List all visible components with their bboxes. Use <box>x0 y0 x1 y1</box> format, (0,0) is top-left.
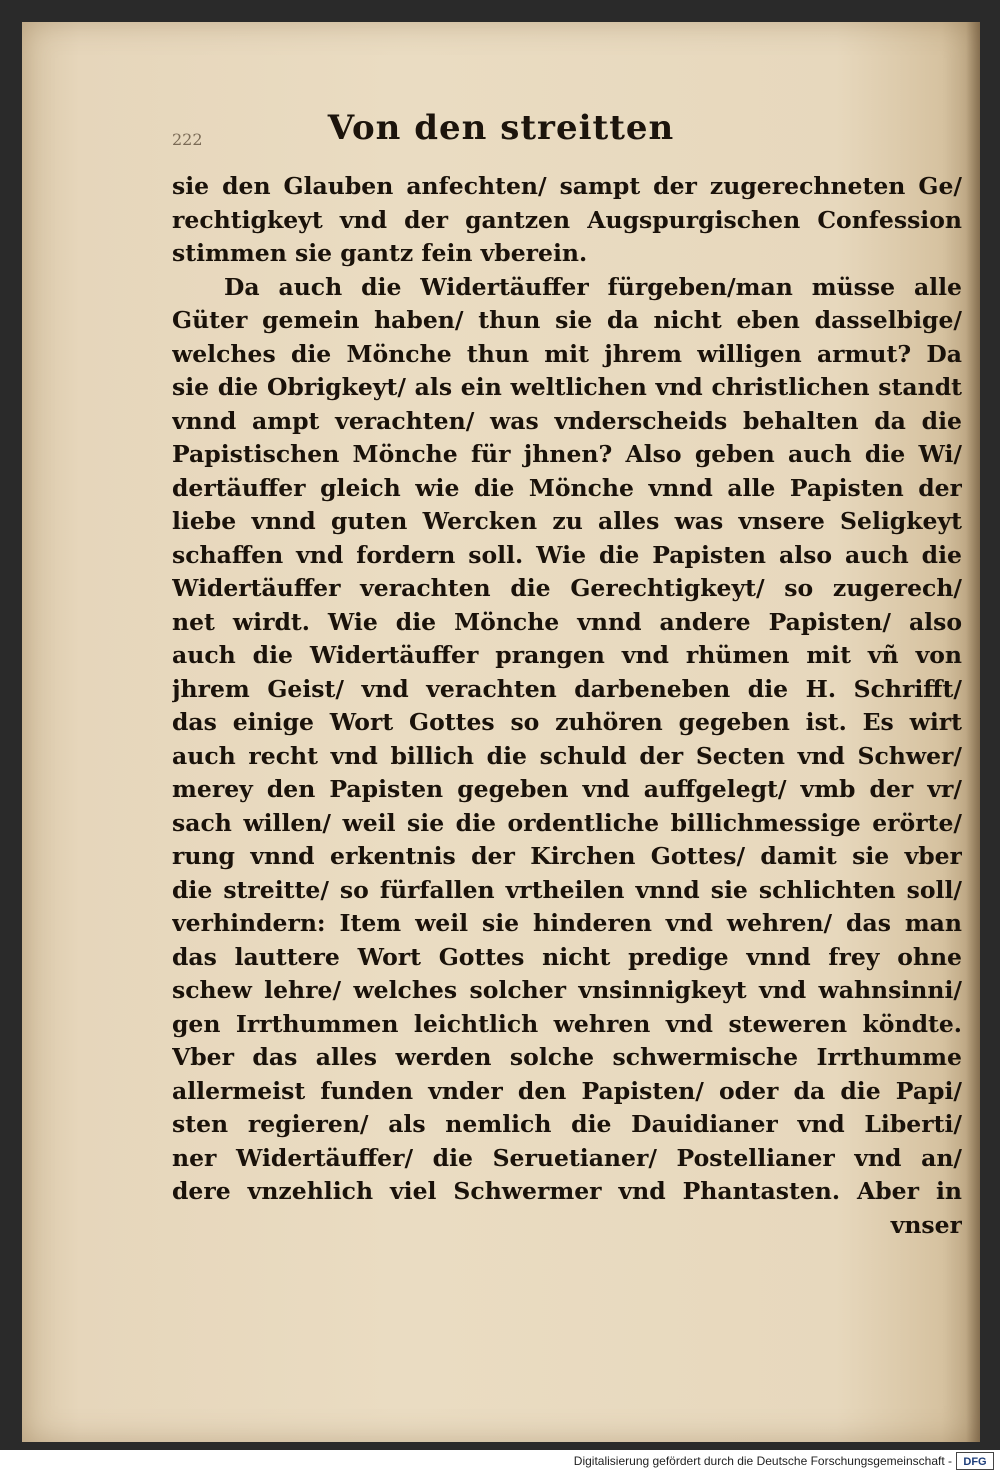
text-line: ner Widertäuffer/ die Seruetianer/ Postellianer vnd an/ <box>172 1143 962 1172</box>
text-line: Vber das alles werden solche schwermische Irrthumme <box>172 1043 962 1071</box>
text-line: allermeist funden vnder den Papisten/ oder da die Papi/ <box>172 1076 962 1105</box>
text-line: dertäuffer gleich wie die Mönche vnnd alle Papisten der <box>172 473 962 502</box>
text-line: rechtigkeyt vnd der gantzen Augspurgischen Confession <box>172 205 962 234</box>
text-line: Widertäuffer verachten die Gerechtigkeyt/ so zugerech/ <box>172 574 962 602</box>
text-line: sie die Obrigkeyt/ als ein weltlichen vnd christlichen standt <box>172 373 962 401</box>
text-line: net wirdt. Wie die Mönche vnnd andere Papisten/ also <box>172 607 962 636</box>
text-line: verhindern: Item weil sie hinderen vnd wehren/ das man <box>172 909 962 937</box>
book-page <box>22 22 980 1442</box>
text-line: merey den Papisten gegeben vnd auffgelegt/ vmb der vr/ <box>172 775 962 803</box>
text-line: Güter gemein haben/ thun sie da nicht eben dasselbige/ <box>172 306 962 334</box>
text-line: rung vnnd erkentnis der Kirchen Gottes/ damit sie vber <box>172 842 962 870</box>
footer-bar <box>0 1450 1000 1474</box>
funding-credit: Digitalisierung gefördert durch die Deutsche Forschungsgemeinschaft - <box>573 1454 952 1468</box>
text-line: dere vnzehlich viel Schwermer vnd Phantasten. Aber in <box>172 1177 962 1205</box>
text-line: auch die Widertäuffer prangen vnd rhümen mit vñ von <box>172 641 962 669</box>
text-line: Da auch die Widertäuffer fürgeben/man müsse alle <box>224 272 962 301</box>
text-line: vnnd ampt verachten/ was vnderscheids behalten da die <box>172 406 962 435</box>
text-line: welches die Mönche thun mit jhrem willigen armut? Da <box>172 339 962 368</box>
running-head: Von den streitten <box>327 108 675 148</box>
text-line: sach willen/ weil sie die ordentliche billichmessige erörte/ <box>172 808 962 837</box>
text-line: sten regieren/ als nemlich die Dauidianer vnd Liberti/ <box>172 1110 962 1138</box>
page-gutter-shadow <box>966 22 980 1442</box>
text-line: Papistischen Mönche für jhnen? Also geben auch die Wi/ <box>172 440 962 468</box>
body-text <box>172 170 962 1242</box>
catchword: vnser <box>890 1210 962 1239</box>
text-line: die streitte/ so fürfallen vrtheilen vnnd sie schlichten soll/ <box>172 875 962 904</box>
text-line: schew lehre/ welches solcher vnsinnigkeyt vnd wahnsinni/ <box>172 976 962 1004</box>
page-number-mark: 222 <box>172 130 203 149</box>
text-line: jhrem Geist/ vnd verachten darbeneben die H. Schrifft/ <box>172 674 962 703</box>
dfg-logo-icon: DFG <box>956 1452 994 1470</box>
text-line: auch recht vnd billich die schuld der Secten vnd Schwer/ <box>172 741 962 770</box>
text-line: liebe vnnd guten Wercken zu alles was vnsere Seligkeyt <box>172 507 962 535</box>
text-line: gen Irrthummen leichtlich wehren vnd steweren köndte. <box>172 1009 962 1038</box>
text-line: das einige Wort Gottes so zuhören gegeben ist. Es wirt <box>172 708 962 736</box>
text-line: sie den Glauben anfechten/ sampt der zugerechneten Ge/ <box>172 172 962 200</box>
text-line: das lauttere Wort Gottes nicht predige vnnd frey ohne <box>172 942 962 971</box>
text-line: schaffen vnd fordern soll. Wie die Papisten also auch die <box>172 540 962 569</box>
text-line: stimmen sie gantz fein vberein. <box>172 239 588 267</box>
